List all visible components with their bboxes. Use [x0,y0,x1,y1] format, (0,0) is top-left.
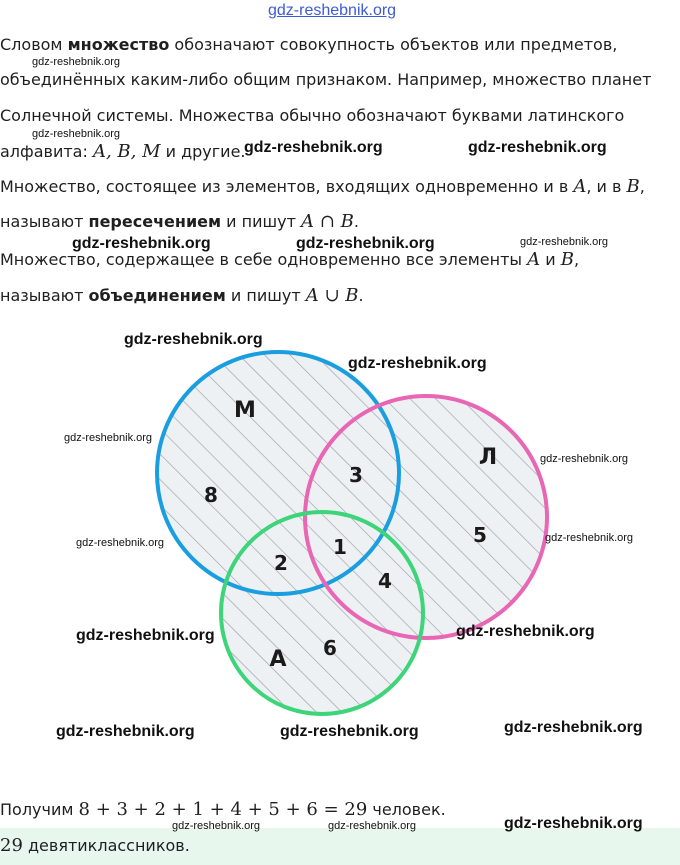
region-a-only: 6 [323,636,337,660]
region-m-l-a: 1 [333,535,347,559]
answer-number: 29 [0,835,23,856]
watermark: gdz-reshebnik.org [456,623,595,640]
para3-line2: называют объединением и пишут A ∪ B. [0,285,364,306]
watermark: gdz-reshebnik.org [504,719,643,736]
answer-box [0,828,680,865]
watermark: gdz-reshebnik.org [76,627,215,644]
watermark: gdz-reshebnik.org [328,820,417,832]
region-m-only: 8 [204,483,218,507]
watermark: gdz-reshebnik.org [280,723,419,740]
para1-line2: объединённых каким-либо общим признаком. Например, множество планет [0,70,652,89]
region-l-only: 5 [473,523,487,547]
venn-fill [157,352,547,714]
set-label-l: Л [478,445,498,470]
watermark: gdz-reshebnik.org [32,56,121,68]
result-line: Получим 8 + 3 + 2 + 1 + 4 + 5 + 6 = 29 человек. [0,799,446,820]
watermark: gdz-reshebnik.org [72,235,211,252]
watermark: gdz-reshebnik.org [520,236,609,248]
watermark: gdz-reshebnik.org [172,820,261,832]
watermark: gdz-reshebnik.org [32,128,121,140]
para2-line1: Множество, состоящее из элементов, входящих одновременно и в A, и в B, [0,176,645,197]
watermark: gdz-reshebnik.org [468,139,607,156]
region-m-a: 2 [274,551,288,575]
watermark: gdz-reshebnik.org [348,355,487,372]
set-label-a: А [269,647,287,672]
para1-line1: Словом множество обозначают совокупность объектов или предметов, [0,35,618,54]
watermark: gdz-reshebnik.org [504,815,643,832]
region-l-a: 4 [378,569,392,593]
watermark-top-link[interactable]: gdz-reshebnik.org [268,2,397,19]
para1-line3: Солнечной системы. Множества обычно обозначают буквами латинского [0,106,625,125]
watermark: gdz-reshebnik.org [540,453,629,465]
watermark: gdz-reshebnik.org [76,537,165,549]
watermark: gdz-reshebnik.org [124,331,263,348]
set-label-m: М [234,398,256,423]
watermark: gdz-reshebnik.org [296,235,435,252]
watermark: gdz-reshebnik.org [56,723,195,740]
para1-line4: алфавита: A, B, M и другие. [0,141,246,162]
watermark: gdz-reshebnik.org [545,532,634,544]
para2-line2: называют пересечением и пишут A ∩ B. [0,211,359,232]
para3-line1: Множество, содержащее в себе одновременно все элементы A и B, [0,249,580,270]
answer-text: девятиклассников. [22,836,190,855]
watermark: gdz-reshebnik.org [244,139,383,156]
region-m-l: 3 [349,463,363,487]
watermark: gdz-reshebnik.org [64,432,153,444]
